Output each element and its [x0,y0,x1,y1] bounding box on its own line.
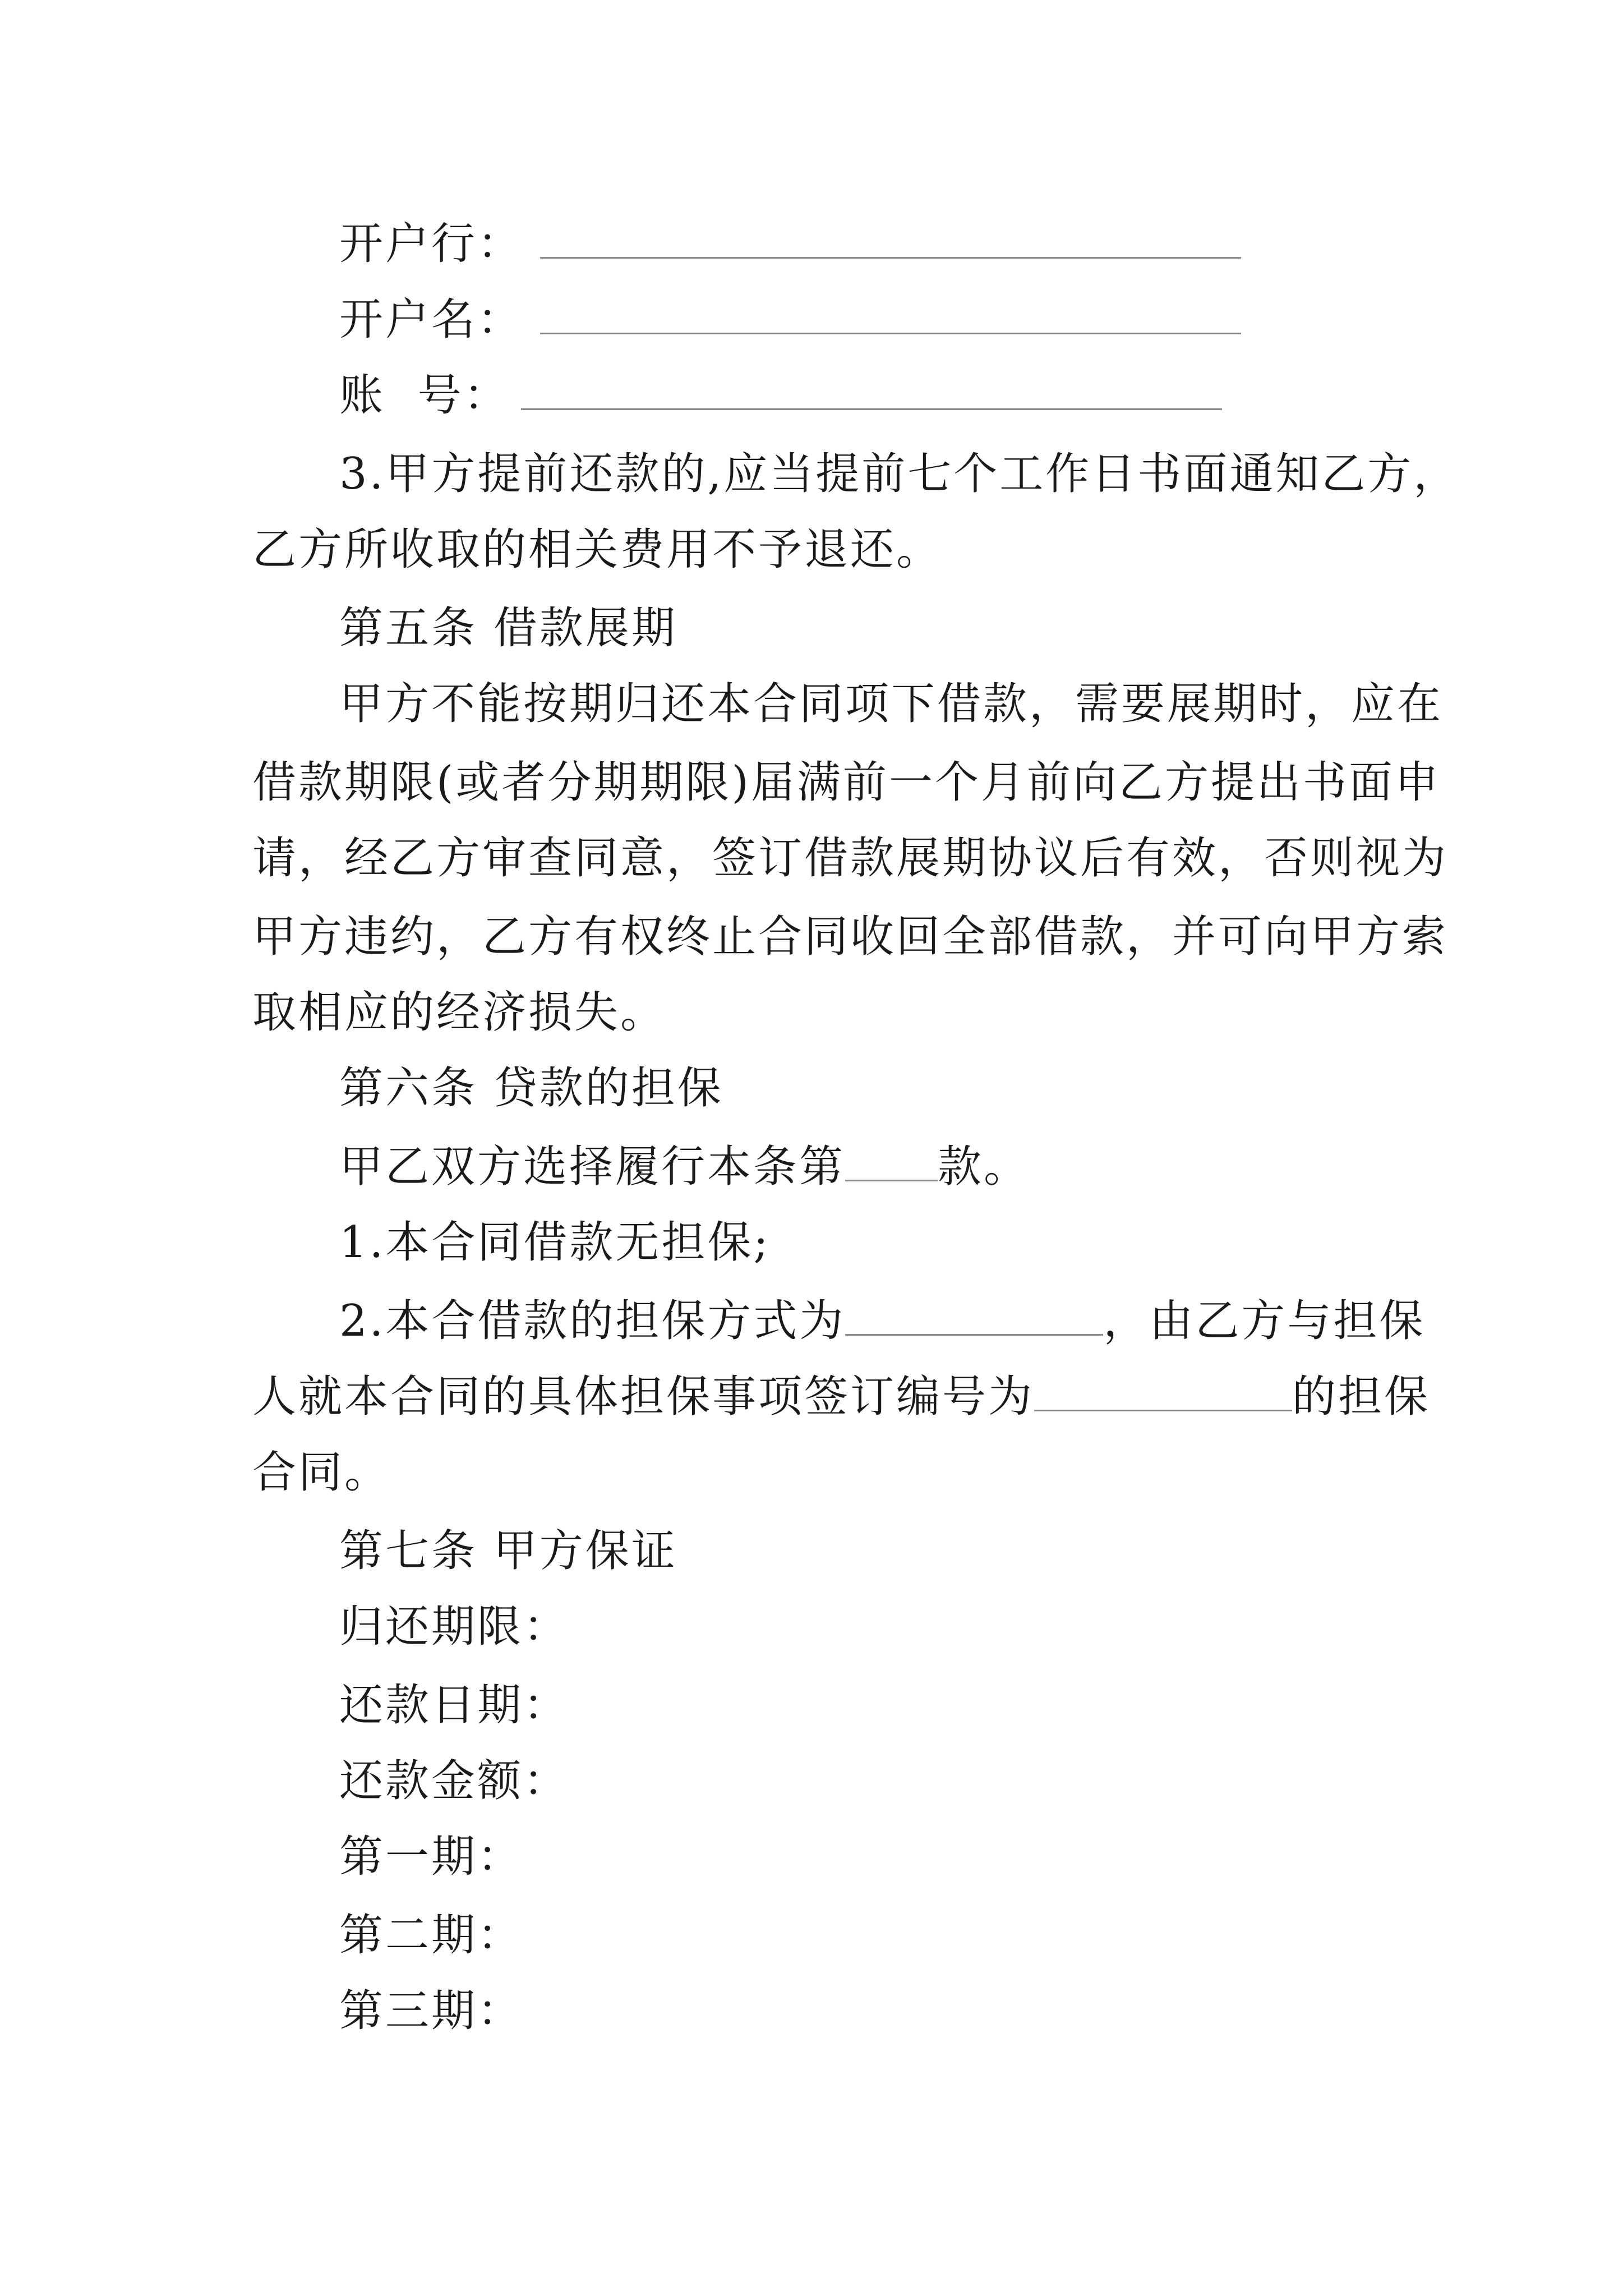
article6-item2-line2-after: 的担保 [1292,1372,1431,1422]
article6-item2-line3: 合同。 [252,1447,391,1498]
account-name-row [0,286,1623,353]
article4-item3-line1: 3.甲方提前还款的,应当提前七个工作日书面通知乙方， [339,449,1460,499]
article5-line1: 甲方不能按期归还本合同项下借款，需要展期时，应在 [339,679,1444,729]
article6-item2-after: ，由乙方与担保 [1103,1296,1426,1346]
article5-title: 第五条 借款展期 [339,603,677,654]
bank-row [0,210,1623,278]
article7-title: 第七条 甲方保证 [339,1526,677,1576]
repay-date-label: 还款日期： [339,1680,570,1731]
article5-line5: 取相应的经济损失。 [252,987,667,1038]
bank-label: 开户行： [339,219,524,269]
article6-item2-line1 [0,1287,1623,1355]
article6-item1: 1.本合同借款无担保; [339,1217,771,1268]
article4-item3-line2: 乙方所收取的相关费用不予退还。 [252,524,943,575]
article6-choose-after: 款。 [938,1142,1030,1192]
article6-item2-before: 2.本合借款的担保方式为 [339,1296,846,1346]
account-name-blank[interactable] [540,293,1241,334]
account-number-blank[interactable] [521,369,1222,410]
account-number-row [0,362,1623,429]
repay-term-label: 归还期限： [339,1602,570,1652]
account-number-label: 账 号： [339,370,510,421]
article5-line3: 请，经乙方审查同意，签订借款展期协议后有效，否则视为 [252,833,1449,884]
period3-label: 第三期： [339,1986,524,2036]
period1-label: 第一期： [339,1832,524,1882]
article5-line2: 借款期限(或者分期期限)届满前一个月前向乙方提出书面申 [252,757,1441,808]
guarantee-contract-number-blank[interactable] [1034,1370,1292,1411]
article6-item2-line2-before: 人就本合同的具体担保事项签订编号为 [252,1372,1035,1422]
bank-blank[interactable] [540,218,1241,259]
account-name-label: 开户名： [339,295,524,345]
article6-choose-before: 甲乙双方选择履行本条第 [339,1142,846,1192]
article6-choose-blank[interactable] [845,1140,938,1181]
article6-title: 第六条 贷款的担保 [339,1063,723,1114]
period2-label: 第二期： [339,1910,524,1961]
guarantee-method-blank[interactable] [845,1295,1103,1336]
repay-amount-label: 还款金额： [339,1756,570,1806]
article5-line4: 甲方违约，乙方有权终止合同收回全部借款，并可向甲方索 [252,912,1449,962]
article6-item2-line2 [0,1363,1623,1430]
article6-choose-row [0,1133,1623,1200]
